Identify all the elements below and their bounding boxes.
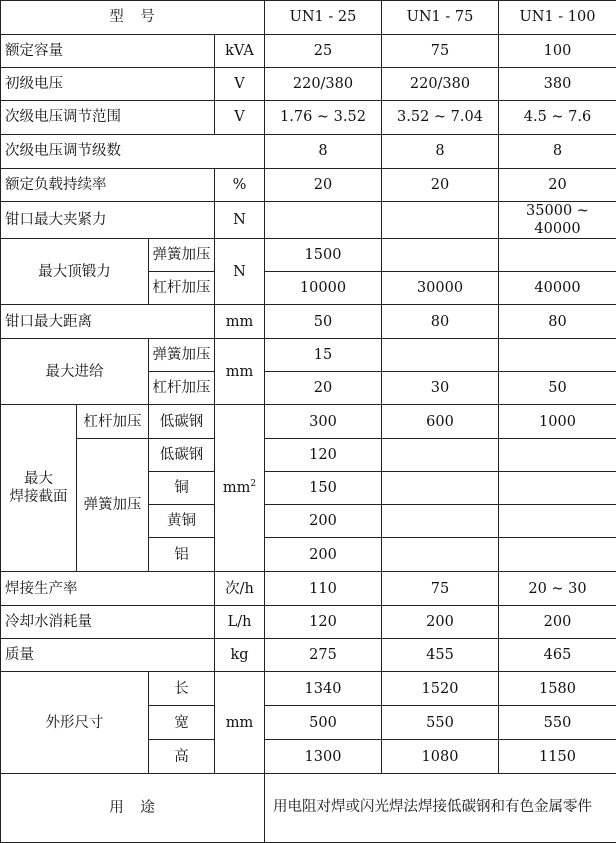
value-cell: 30	[382, 372, 499, 405]
value-cell	[382, 472, 499, 505]
row-label: 次级电压调节范围	[1, 101, 215, 135]
table-row	[1, 639, 616, 672]
row-label: 焊接生产率	[1, 572, 215, 606]
value-cell	[499, 339, 616, 372]
value-cell: 8	[499, 135, 616, 169]
row-label: 钳口最大夹紧力	[1, 202, 215, 239]
material-label: 铝	[149, 538, 215, 572]
sub-label: 弹簧加压	[77, 439, 149, 572]
material-label: 铜	[149, 472, 215, 505]
value-cell: 1300	[265, 740, 382, 774]
value-cell: 3.52 ~ 7.04	[382, 101, 499, 135]
table-row	[1, 101, 616, 135]
value-cell: 1.76 ~ 3.52	[265, 101, 382, 135]
value-cell	[382, 239, 499, 272]
value-cell: 80	[382, 305, 499, 339]
table-row	[1, 606, 616, 639]
value-cell: 220/380	[382, 68, 499, 101]
value-cell: 4.5 ~ 7.6	[499, 101, 616, 135]
value-cell: 550	[382, 706, 499, 740]
table-row	[1, 439, 616, 472]
sub-label: 杠杆加压	[149, 272, 215, 305]
unit-cell: N	[215, 202, 265, 239]
sub-label: 弹簧加压	[149, 339, 215, 372]
value-cell: 380	[499, 68, 616, 101]
value-cell: 1080	[382, 740, 499, 774]
value-cell	[382, 339, 499, 372]
material-label: 低碳钢	[149, 405, 215, 439]
value-cell: 200	[265, 505, 382, 538]
unit-cell: L/h	[215, 606, 265, 639]
row-label: 冷却水消耗量	[1, 606, 215, 639]
model-name: UN1 - 25	[265, 1, 382, 35]
value-cell	[499, 538, 616, 572]
value-cell: 600	[382, 405, 499, 439]
table-row	[1, 305, 616, 339]
value-cell: 10000	[265, 272, 382, 305]
value-cell: 50	[265, 305, 382, 339]
material-label: 黄铜	[149, 505, 215, 538]
value-cell: 465	[499, 639, 616, 672]
value-cell: 1500	[265, 239, 382, 272]
value-cell	[265, 202, 382, 239]
value-cell: 275	[265, 639, 382, 672]
row-label: 最大进给	[1, 339, 149, 405]
value-cell: 110	[265, 572, 382, 606]
value-cell	[499, 505, 616, 538]
value-cell: 50	[499, 372, 616, 405]
value-cell: 200	[499, 606, 616, 639]
sub-label: 杠杆加压	[77, 405, 149, 439]
row-label: 质量	[1, 639, 215, 672]
sub-label: 高	[149, 740, 215, 774]
value-cell: 550	[499, 706, 616, 740]
sub-label: 宽	[149, 706, 215, 740]
value-cell: 80	[499, 305, 616, 339]
value-cell: 20	[382, 169, 499, 202]
table-row	[1, 339, 616, 372]
row-label: 额定负载持续率	[1, 169, 215, 202]
unit-cell: mm	[215, 305, 265, 339]
model-name: UN1 - 75	[382, 1, 499, 35]
table-row	[1, 405, 616, 439]
sub-label: 长	[149, 672, 215, 706]
value-cell: 120	[265, 606, 382, 639]
value-cell: 8	[382, 135, 499, 169]
value-cell: 1000	[499, 405, 616, 439]
material-label: 低碳钢	[149, 439, 215, 472]
row-label	[1, 405, 77, 572]
unit-text: mm	[223, 480, 251, 496]
value-cell: 500	[265, 706, 382, 740]
value-cell	[499, 439, 616, 472]
value-cell	[499, 239, 616, 272]
use-label: 用 途	[1, 774, 265, 843]
table-row	[1, 68, 616, 101]
row-label: 钳口最大距离	[1, 305, 215, 339]
value-cell: 20	[265, 372, 382, 405]
value-cell: 100	[499, 35, 616, 68]
weld-label-line1: 最大	[24, 471, 53, 487]
value-cell: 20 ~ 30	[499, 572, 616, 606]
table-row	[1, 239, 616, 272]
value-cell: 8	[265, 135, 382, 169]
value-cell: 40000	[499, 272, 616, 305]
value-cell	[499, 472, 616, 505]
value-cell: 25	[265, 35, 382, 68]
value-cell	[382, 505, 499, 538]
table-row	[1, 135, 616, 169]
value-cell: 300	[265, 405, 382, 439]
value-cell: 1340	[265, 672, 382, 706]
table-row	[1, 35, 616, 68]
row-label: 初级电压	[1, 68, 215, 101]
unit-cell: V	[215, 101, 265, 135]
unit-cell	[215, 405, 265, 572]
table-row	[1, 672, 616, 706]
row-label: 次级电压调节级数	[1, 135, 265, 169]
value-cell: 455	[382, 639, 499, 672]
value-cell: 75	[382, 572, 499, 606]
value-cell: 20	[265, 169, 382, 202]
value-cell: 200	[382, 606, 499, 639]
table-row	[1, 202, 616, 239]
unit-cell: mm	[215, 672, 265, 774]
unit-cell: kg	[215, 639, 265, 672]
table-row	[1, 774, 616, 843]
value-cell: 120	[265, 439, 382, 472]
value-cell: 220/380	[265, 68, 382, 101]
model-name: UN1 - 100	[499, 1, 616, 35]
value-cell: 200	[265, 538, 382, 572]
value-cell: 15	[265, 339, 382, 372]
value-cell: 30000	[382, 272, 499, 305]
weld-label-line2: 焊接截面	[10, 489, 68, 505]
unit-cell: %	[215, 169, 265, 202]
table-row	[1, 169, 616, 202]
unit-sup: 2	[250, 479, 256, 489]
value-cell	[382, 202, 499, 239]
value-cell: 35000 ~ 40000	[499, 202, 616, 239]
value-cell	[382, 439, 499, 472]
sub-label: 杠杆加压	[149, 372, 215, 405]
model-header: 型 号	[1, 1, 265, 35]
row-label: 外形尺寸	[1, 672, 149, 774]
use-text: 用电阻对焊或闪光焊法焊接低碳钢和有色金属零件	[265, 774, 616, 843]
sub-label: 弹簧加压	[149, 239, 215, 272]
unit-cell: N	[215, 239, 265, 305]
table-row	[1, 572, 616, 606]
value-cell: 75	[382, 35, 499, 68]
value-cell: 1150	[499, 740, 616, 774]
value-cell: 1520	[382, 672, 499, 706]
unit-cell: V	[215, 68, 265, 101]
value-cell: 1580	[499, 672, 616, 706]
unit-cell: 次/h	[215, 572, 265, 606]
value-cell: 150	[265, 472, 382, 505]
unit-cell: mm	[215, 339, 265, 405]
header-row	[1, 1, 616, 35]
row-label: 最大顶锻力	[1, 239, 149, 305]
value-cell: 20	[499, 169, 616, 202]
value-cell	[382, 538, 499, 572]
row-label: 额定容量	[1, 35, 215, 68]
unit-cell: kVA	[215, 35, 265, 68]
